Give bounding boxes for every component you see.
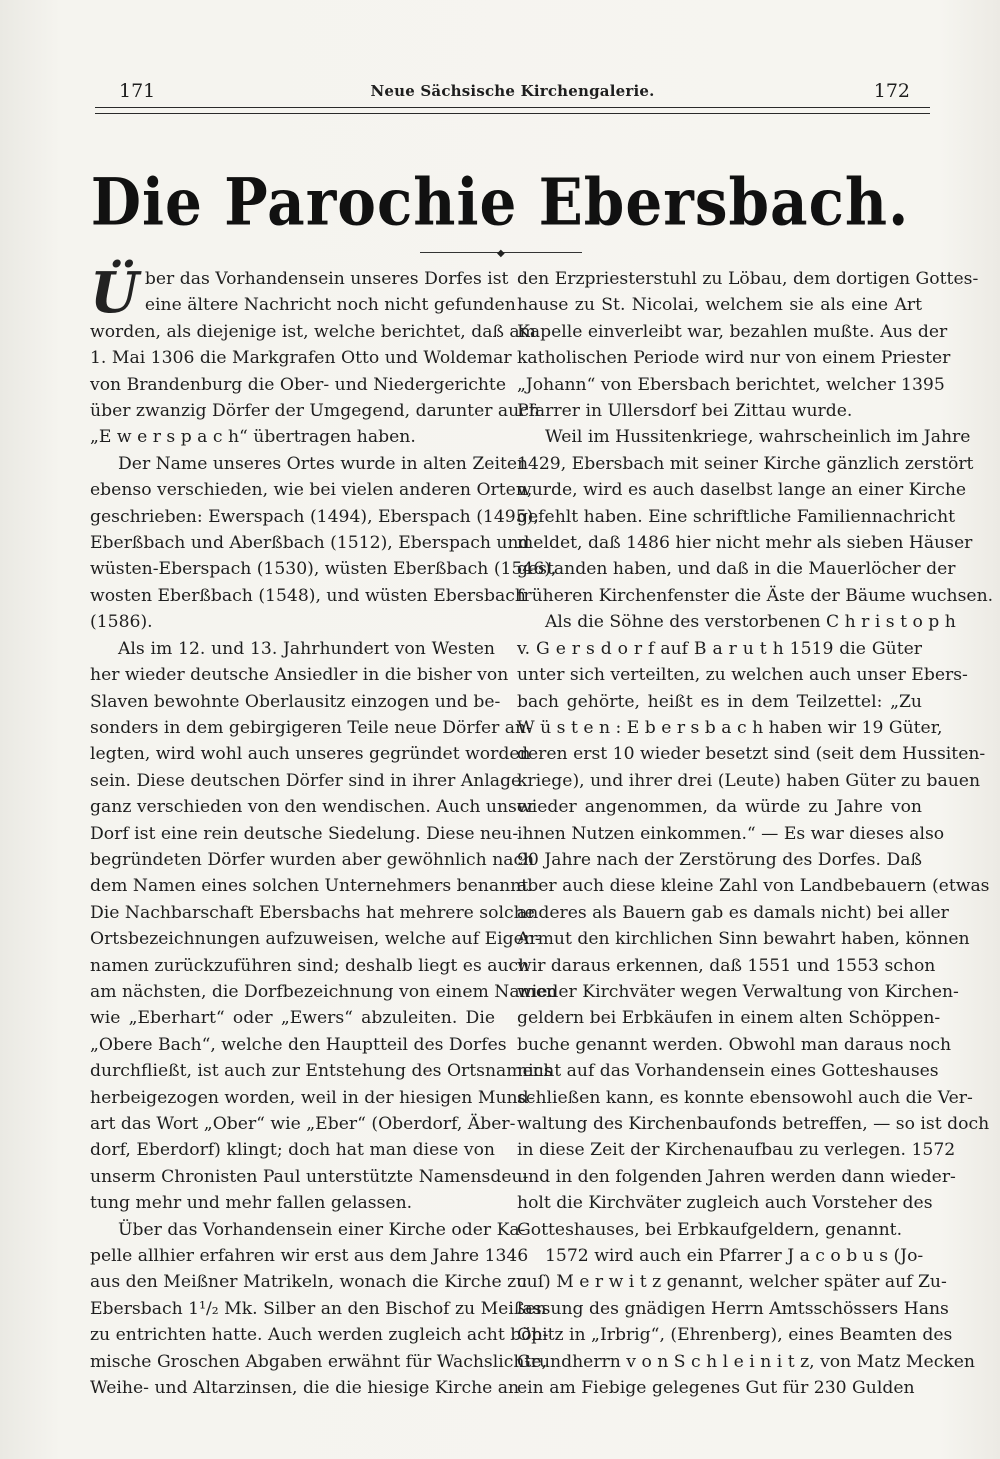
text-line: durchfließt, ist auch zur Entstehung des Ortsnamens	[90, 1061, 553, 1082]
text-line: schließen kann, es konnte ebensowohl auch die Ver-	[517, 1087, 973, 1108]
text-line: sonders in dem gebirgigeren Teile neue Dörfer an-	[90, 717, 532, 738]
text-line: Über das Vorhandensein einer Kirche oder Ka-	[118, 1219, 526, 1240]
dropcap: Ü	[90, 260, 139, 326]
text-line: deren erst 10 wieder besetzt sind (seit dem Hussiten-	[517, 744, 986, 765]
text-line: Weil im Hussitenkriege, wahrscheinlich im Jahre	[545, 427, 971, 448]
text-line: sein. Diese deutschen Dörfer sind in ihrer Anlage	[90, 770, 522, 791]
text-line: ihnen Nutzen einkommen.“ — Es war dieses also	[517, 823, 945, 844]
text-line: bach gehörte, heißt es in dem Teilzettel: „Zu	[517, 691, 922, 712]
text-line: 1429, Ebersbach mit seiner Kirche gänzlich zerstört	[517, 453, 974, 474]
text-line: in diese Zeit der Kirchenaufbau zu verlegen. 1572	[517, 1140, 956, 1161]
text-line: wie „Eberhart“ oder „Ewers“ abzuleiten. Die	[90, 1008, 495, 1029]
text-line: buche genannt werden. Obwohl man daraus noch	[517, 1034, 952, 1055]
text-line: wüsten-Eberspach (1530), wüsten Eberßbach (1546),	[90, 559, 557, 580]
text-line: ber das Vorhandensein unseres Dorfes ist	[144, 269, 509, 289]
text-line: waltung des Kirchenbaufonds betreffen, — so ist doch	[517, 1114, 990, 1134]
text-line: geschrieben: Ewerspach (1494), Eberspach (1495),	[90, 506, 539, 527]
text-line: Weihe- und Altarzinsen, die die hiesige Kirche an	[90, 1378, 520, 1399]
ornament-icon: ◆	[497, 248, 505, 259]
page-number-left: 171	[119, 80, 156, 102]
text-line: über zwanzig Dörfer der Umgegend, darunter auch	[90, 401, 540, 422]
text-line: Pfarrer in Ullersdorf bei Zittau wurde.	[517, 401, 853, 422]
text-line: tung mehr und mehr fallen gelassen.	[90, 1193, 413, 1214]
text-line: aber auch diese kleine Zahl von Landbebauern (etwas	[517, 876, 990, 897]
text-line: dorf, Eberdorf) klingt; doch hat man diese von	[90, 1140, 495, 1161]
text-line: den Erzpriesterstuhl zu Löbau, dem dortigen Gottes-	[517, 269, 979, 289]
text-line: Der Name unseres Ortes wurde in alten Zeiten	[118, 453, 529, 474]
text-line: 90 Jahre nach der Zerstörung des Dorfes. Daß	[517, 849, 922, 870]
text-line: anderes als Bauern gab es damals nicht) bei aller	[517, 902, 949, 923]
text-line: Gotteshauses, bei Erbkaufgeldern, genannt.	[517, 1219, 903, 1240]
text-line: (1586).	[90, 612, 153, 633]
page-number-right: 172	[873, 80, 910, 102]
text-line: „Johann“ von Ebersbach berichtet, welcher 1395	[517, 374, 945, 395]
text-line: worden, als diejenige ist, welche berichtet, daß am	[90, 321, 536, 342]
header-rule	[95, 107, 930, 114]
text-line: her wieder deutsche Ansiedler in die bisher von	[90, 665, 509, 686]
text-line: Dorf ist eine rein deutsche Siedelung. Diese neu-	[90, 823, 519, 844]
text-line: hause zu St. Nicolai, welchem sie als eine Art	[517, 295, 922, 316]
running-head	[95, 78, 930, 106]
text-line: Opitz in „Irbrig“, (Ehrenberg), eines Beamten des	[517, 1325, 953, 1346]
text-line: nicht auf das Vorhandensein eines Gotteshauses	[517, 1061, 939, 1082]
text-line: unserm Chronisten Paul unterstützte Namensdeu-	[90, 1166, 529, 1187]
text-line: wosten Eberßbach (1548), und wüsten Ebersbach	[90, 585, 526, 606]
text-line: dem Namen eines solchen Unternehmers benannt.	[90, 876, 534, 897]
text-line: aus den Meißner Matrikeln, wonach die Kirche zu	[90, 1272, 528, 1293]
article-title: Die Parochie Ebersbach.	[90, 163, 910, 241]
text-line: katholischen Periode wird nur von einem Priester	[517, 348, 951, 369]
text-line: Die Nachbarschaft Ebersbachs hat mehrere solche	[90, 902, 535, 923]
text-line: am nächsten, die Dorfbezeichnung von einem Namen	[90, 981, 558, 1002]
text-line: legten, wird wohl auch unseres gegründet worden	[90, 744, 531, 765]
text-line: cuſ) M e r w i t z genannt, welcher später auf Zu-	[517, 1272, 947, 1293]
text-line: geldern bei Erbkäufen in einem alten Schöppen-	[517, 1008, 941, 1029]
text-line: Grundherrn v o n S c h l e i n i t z, von Matz Mecken	[517, 1351, 975, 1372]
text-line: Ortsbezeichnungen aufzuweisen, welche auf Eigen-	[90, 929, 541, 950]
text-line: wurde, wird es auch daselbst lange an einer Kirche	[517, 480, 967, 501]
text-line: kriege), und ihrer drei (Leute) haben Güter zu bauen	[517, 770, 981, 791]
text-line: Armut den kirchlichen Sinn bewahrt haben, können	[517, 929, 970, 950]
text-line: holt die Kirchväter zugleich auch Vorsteher des	[517, 1193, 933, 1214]
text-line: Als die Söhne des verstorbenen C h r i s t o p h	[545, 612, 956, 633]
text-line: gestanden haben, und daß in die Mauerlöcher der	[517, 559, 956, 580]
text-line: Eberßbach und Aberßbach (1512), Eberspach und	[90, 533, 530, 554]
text-line: ein am Fiebige gelegenes Gut für 230 Gulden	[517, 1378, 915, 1399]
text-line: und in den folgenden Jahren werden dann wieder-	[517, 1166, 956, 1187]
text-line: „Obere Bach“, welche den Hauptteil des Dorfes	[90, 1034, 507, 1055]
left-column	[90, 260, 558, 1401]
text-line: wieder angenommen, da würde zu Jahre von	[517, 797, 922, 818]
text-line: Slaven bewohnte Oberlausitz einzogen und be-	[90, 691, 501, 712]
running-title: Neue Sächsische Kirchengalerie.	[370, 82, 655, 100]
text-line: gefehlt haben. Eine schriftliche Familiennachricht	[517, 506, 956, 527]
text-line: ebenso verschieden, wie bei vielen anderen Orten,	[90, 480, 533, 501]
text-line: Als im 12. und 13. Jahrhundert von Westen	[118, 638, 495, 659]
text-line: Kapelle einverleibt war, bezahlen mußte. Aus der	[517, 321, 948, 342]
text-line: W ü s t e n : E b e r s b a c h haben wir 19 Güter,	[517, 717, 943, 738]
text-line: zu entrichten hatte. Auch werden zugleich acht böh-	[90, 1325, 549, 1346]
text-line: meldet, daß 1486 hier nicht mehr als sieben Häuser	[517, 533, 973, 554]
right-column	[517, 266, 994, 1401]
text-line: eine ältere Nachricht noch nicht gefunden	[144, 295, 516, 316]
text-line: mische Groschen Abgaben erwähnt für Wachslichte,	[90, 1351, 547, 1372]
text-line: 1. Mai 1306 die Markgrafen Otto und Woldemar	[90, 348, 512, 369]
text-line: pelle allhier erfahren wir erst aus dem Jahre 1346	[90, 1246, 529, 1267]
text-line: „E w e r s p a c h“ übertragen haben.	[90, 427, 416, 448]
text-line: von Brandenburg die Ober- und Niedergerichte	[90, 374, 506, 395]
text-line: 1572 wird auch ein Pfarrer J a c o b u s (Jo-	[545, 1246, 924, 1267]
text-line: lassung des gnädigen Herrn Amtsschössers Hans	[517, 1298, 949, 1319]
text-line: wir daraus erkennen, daß 1551 und 1553 schon	[517, 955, 936, 976]
text-line: v. G e r s d o r f auf B a r u t h 1519 die Güter	[517, 638, 922, 659]
text-line: herbeigezogen worden, weil in der hiesigen Mund-	[90, 1087, 535, 1108]
text-line: wieder Kirchväter wegen Verwaltung von Kirchen-	[517, 981, 959, 1002]
text-line: namen zurückzuführen sind; deshalb liegt es auch	[90, 955, 530, 976]
text-line: Ebersbach 1¹/₂ Mk. Silber an den Bischof zu Meißen	[90, 1298, 547, 1319]
text-line: ganz verschieden von den wendischen. Auch unser	[90, 797, 536, 818]
text-line: früheren Kirchenfenster die Äste der Bäume wuchsen.	[517, 585, 994, 606]
text-line: begründeten Dörfer wurden aber gewöhnlich nach	[90, 849, 535, 870]
text-line: art das Wort „Ober“ wie „Eber“ (Oberdorf, Äber-	[90, 1114, 516, 1134]
text-line: unter sich verteilten, zu welchen auch unser Ebers-	[517, 665, 968, 686]
